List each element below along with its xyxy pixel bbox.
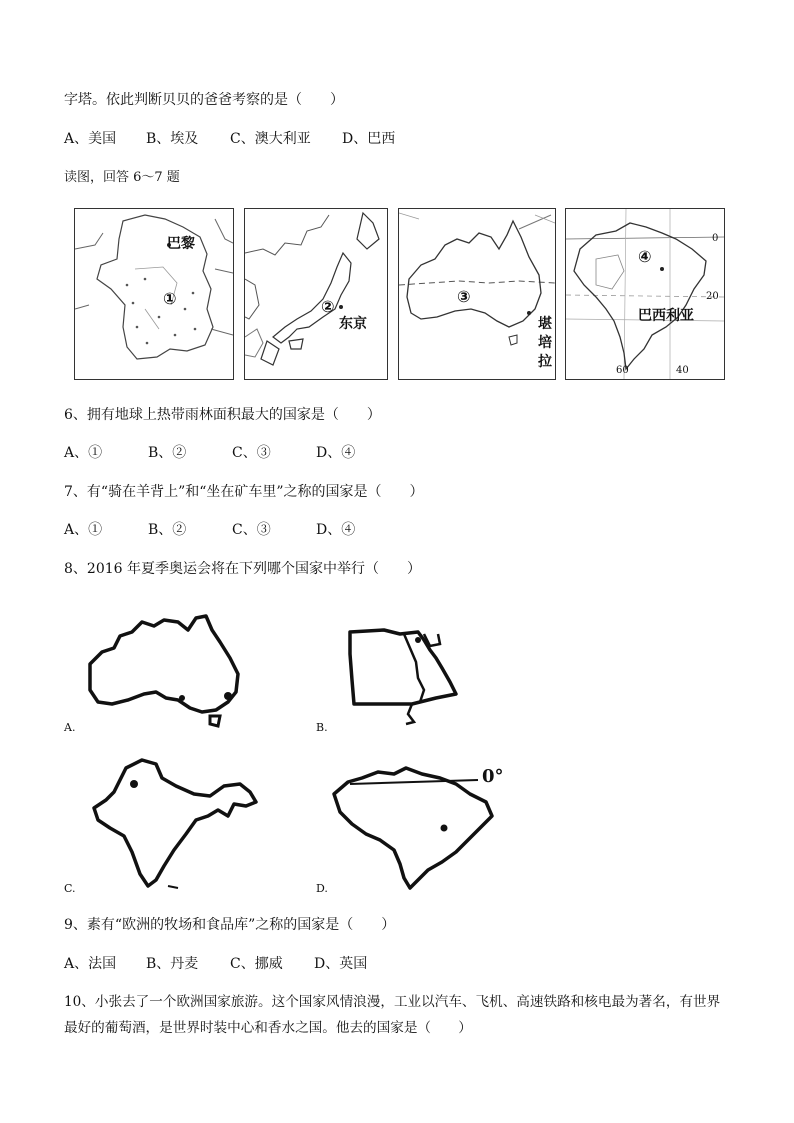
- q8-text: 8、2016 年夏季奥运会将在下列哪个国家中举行（ ）: [64, 561, 421, 577]
- map4-city-brasilia: 巴西利亚: [638, 308, 694, 324]
- q8-shape-australia[interactable]: [84, 612, 244, 732]
- australia-silhouette: [84, 612, 244, 732]
- map1-number: ①: [163, 289, 177, 308]
- map4-number: ④: [638, 247, 652, 266]
- map4-tick-40: 40: [676, 365, 689, 376]
- q8-option-d-letter[interactable]: D.: [316, 882, 328, 895]
- q6-option-b[interactable]: B、②: [148, 445, 187, 461]
- japan-outline: [245, 209, 387, 379]
- map4-tick-0: 0: [712, 233, 719, 244]
- q5-options: [64, 129, 395, 149]
- map3-city-char-2: 培: [538, 335, 552, 351]
- map2-city-tokyo: 东京: [339, 316, 367, 332]
- q6-option-d[interactable]: D、④: [316, 445, 356, 461]
- q5-text: 字塔。依此判断贝贝的爸爸考察的是（ ）: [64, 92, 344, 108]
- q5-option-d[interactable]: D、巴西: [342, 131, 396, 147]
- map3-city-char-3: 拉: [538, 354, 552, 370]
- q6-options: [64, 443, 355, 463]
- map4-tick-60: 60: [616, 365, 629, 376]
- map1-city-paris: 巴黎: [167, 236, 195, 252]
- q9-option-b[interactable]: B、丹麦: [146, 956, 199, 972]
- section-intro: 读图，回答 6～7 题: [64, 170, 180, 185]
- q8-shape-egypt[interactable]: [344, 624, 464, 728]
- q8-shape-brazil[interactable]: [330, 764, 510, 892]
- q8-option-c-letter[interactable]: C.: [64, 882, 76, 895]
- q5-option-b[interactable]: B、埃及: [146, 131, 199, 147]
- q6-option-c[interactable]: C、③: [232, 445, 271, 461]
- map3-city-char-1: 堪: [538, 316, 552, 332]
- brazil-outline: [566, 209, 724, 379]
- q7-option-b[interactable]: B、②: [148, 522, 187, 538]
- q7-options: [64, 520, 355, 540]
- q6-option-a[interactable]: A、①: [64, 445, 103, 461]
- map2-number: ②: [321, 297, 335, 316]
- q7-text: 7、有“骑在羊背上”和“坐在矿车里”之称的国家是（ ）: [64, 484, 424, 500]
- q9-options: [64, 954, 367, 974]
- q7-option-a[interactable]: A、①: [64, 522, 103, 538]
- q9-option-a[interactable]: A、法国: [64, 956, 117, 972]
- q7-option-c[interactable]: C、③: [232, 522, 271, 538]
- map-brazil: [565, 208, 725, 380]
- q10-text-line1: 10、小张去了一个欧洲国家旅游。这个国家风情浪漫，工业以汽车、飞机、高速铁路和核电最为著名，有世界: [64, 994, 721, 1010]
- egypt-silhouette: [344, 624, 464, 728]
- q8-shape-india[interactable]: [90, 756, 262, 892]
- australia-outline: [399, 209, 555, 379]
- q10-text-line2: 最好的葡萄酒，是世界时装中心和香水之国。他去的国家是（ ）: [64, 1020, 472, 1036]
- q8-option-a-letter[interactable]: A.: [64, 721, 76, 734]
- map3-city-canberra: [538, 315, 552, 372]
- equator-label: 0°: [482, 766, 504, 787]
- map-australia: [398, 208, 556, 380]
- q5-option-a[interactable]: A、美国: [64, 131, 117, 147]
- q6-text: 6、拥有地球上热带雨林面积最大的国家是（ ）: [64, 407, 381, 423]
- map-japan: [244, 208, 388, 380]
- map3-number: ③: [457, 287, 471, 306]
- q8-option-b-letter[interactable]: B.: [316, 721, 328, 734]
- map4-tick-20: 20: [706, 291, 719, 302]
- q9-option-c[interactable]: C、挪威: [230, 956, 283, 972]
- france-outline: [75, 209, 233, 379]
- india-silhouette: [90, 756, 262, 892]
- q5-option-c[interactable]: C、澳大利亚: [230, 131, 311, 147]
- map-france: [74, 208, 234, 380]
- q9-option-d[interactable]: D、英国: [314, 956, 368, 972]
- q7-option-d[interactable]: D、④: [316, 522, 356, 538]
- q9-text: 9、素有“欧洲的牧场和食品库”之称的国家是（ ）: [64, 917, 396, 933]
